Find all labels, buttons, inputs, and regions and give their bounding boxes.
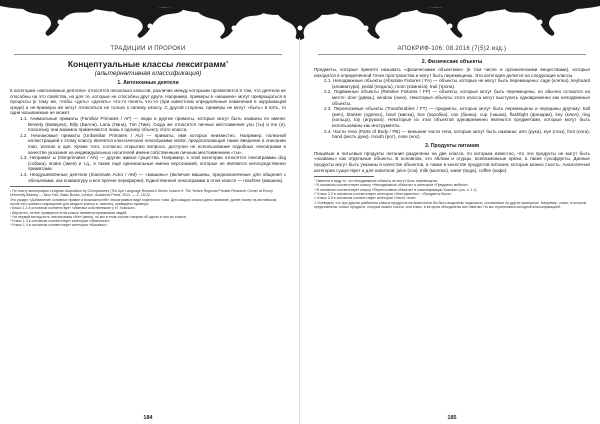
section-paragraph: Пищевые и питьевые продукты питания разделены на две класса, по которым известно, что эти продукты не могут быть «названы» как отдельные объекты. В основном, это яблоки и огурцы, всевозможные орехи, а также сухофрукты. Данные продукты могут быть указаны в качестве объектов, а также в качестве продуктов питания, которые можно съесть. Аналогичная категория существует и для напитков: juice (сок), milk (молоко), water (вода), coffee (кофе). (314, 150, 590, 173)
footnote: ³ Вероятно, не все примеры в этом классе являются примерами людей. (10, 210, 128, 215)
footnote: ⁷ Имеется в виду то, что неподвижные объекты не могут быть перемещены. (314, 179, 439, 184)
section-heading: 1. Автономные деятели (117, 80, 179, 86)
list-item: 2.3. Переносимые объекты (Transferables / FT) — предметы, которые могут быть перемещены и переданы другому: ball (мяч), blanket (одеяло), bowl (миска), box (коробка), can (банка), cup (чашка), flashlight (фонарик), key (ключ), ring (кольцо), toy (игрушка). Некоторые из этих объектов одновременно являются предметами, которые могут быть использованы как инструменты. (324, 106, 590, 128)
list-item: 2.4. Части тела (Parts of Body / PB) — внешние части тела, которые могут быть названы: arm (рука), eye (глаз), foot (нога), hand (кисть руки), mouth (рот), nose (нос). (324, 128, 590, 140)
footnote-separator (10, 186, 70, 187)
page-number: 184 (143, 415, 153, 421)
footnote: ⁶ Класс 1.4 в основном соответствует категории «Машины». (10, 223, 108, 228)
list-item: 1.3. Непримат ы (Nonprimates / AN) — другие живые существа. Например, к этой категории относятся лексиграммы dog (собака), snake (змея) и т.д., в также ещё оригинальные имена персонажей, которые не являются непосредственно приматами. (20, 155, 286, 172)
footnote-ref: 1 (225, 59, 229, 65)
chapter-subtitle: (альтернативная классификация) (94, 70, 202, 77)
list-item: 1.2. Незнакомые приматы (Unfamiliar Primates / AU) — приматы, имя которых неизвестно. Например, полезной иллюстрацией к этому классу является классическая лексиграмма visitor, предполагающая также введение в описании man, woman и ape. Кроме того, согласно открытию вопроса, доступно не использование подобных лексиграмм в качестве указания на индивидуальных носителей имени собственным личным местоимением «ты». (20, 132, 286, 155)
chapter-title (4, 59, 292, 69)
list-item: 1.4. Неодушевлённые деятели (Inanimate Actor / AM) — «машины» (включая машины, предназначенные для общения с обезьянами, как клавиатуру и все прочие периферии). Единственная лексиграмма в этом классе — machine (машина). (20, 171, 286, 183)
footnote: ⁵ Класс 1.3 в основном соответствует категории «Животные». (10, 219, 111, 224)
footnote: ⁴ На первый взгляд есть лексиграмма «Ме» (меня), но мы в этом случае говорим об одном и том же классе. (10, 214, 187, 219)
chapter-title-text: Концептуальные классы лексиграмм (67, 59, 226, 69)
running-head: ТРАДИЦИИ И ПРОРОКИ (14, 46, 282, 55)
footnote: ¹ По тексту монографии Lexigram Acquisition by Chimpanzees (The Ape Language Research Series Volume II: The Yerkes Regional Primate Research Center at Emory University Atlanta) — New York, Basic Books; London, Academic Press, 2014. — C. 18-22. (10, 189, 273, 198)
footnote: ¹² Очевидно, что при другом разбиении класса продуктов питания могли бы быть выделены подклассы, основанные на других принципах. Например, класс, в котором представлены только продукты, которые можно съесть, или класс, в котором объединены все напитки. Но мы ограничимся исходной классификацией. (314, 200, 587, 209)
footnote: ¹⁰ Класс 2.3 в основном соответствует категории «Инструменты», «Предметы быта». (314, 191, 453, 196)
left-page (4, 40, 292, 424)
intro-paragraph: К категории «автономные деятели» относятся несколько классов, различие между которыми проявляется в том, что деятели не способны на это свойства, но для те, которые не способны друг друга. Например, примеры в «машине» могут превращаться в процессы (к тому же, чтобы «дать» «делать» что-то понять что-то (при известном определённые изменения в окружающей среде) а не-примеры же могут относиться не только к своему классу. С другой стороны, примеры не могут «быть» в пять, то одни называемые не может. (10, 88, 286, 116)
footnote-separator (314, 176, 374, 177)
footnote: ⁸ В основном соответствует классу «Неподвижные объекты» и категории «Предметы мебели». (314, 183, 469, 188)
list-item: 1.1. Анимальные приматы (Familiar Primates / AF) — люди и другие приматы, которые могут быть названы по имени: Beverly (Беверли), Billy (Билли), Lana (Лана), Tim (Тим). Сюда же относятся личные местоимения you (ты) и me (я), поскольку они взаимно применяются лишь к одному объекту этого класса. (20, 115, 286, 133)
footnote: ¹¹ Класс 2.4 в основном соответствует категории «Части тела». (314, 196, 417, 201)
section-heading: 2. Физические объекты (421, 59, 483, 65)
footnote: Это раздел «Добавление основных правил и возможностей» лексиграмм в виде отдельного тома. Для каждого класса даны название, далее номер на английском, после чего указано сокращение для каждого класса и, наконец, приведены примеры. (10, 197, 278, 206)
list-item: 2.1. Неподвижные объекты (Absolute Fixtures / FA) — объекты, которые не могут быть перемещены: cage (клетка), keyboard (клавиатура), pedal (педаль), room (комната), trail (тропа). (324, 78, 590, 89)
right-page (308, 40, 596, 424)
page-number: 185 (447, 415, 457, 421)
footnote: ⁹ В основном соответствует классу «Переносимые объекты» в классификации Хомского (см. п. 1.1). (314, 187, 478, 192)
footnote: ² Класс 1.1 в основном соответствует «Именам собственным» у Н. Хомского. (10, 206, 136, 211)
top-ornament-border (0, 0, 600, 40)
list-item: 2.2. Подвижные объекты (Relative Fixtures / FP) — объекты, которые могут быть перемещены, но обычно остаются на месте: door (дверь), window (окно). Некоторые объекты этого класса могут выступать одновременно как неподвижные объекты. (324, 89, 590, 106)
section-intro: Предметы, которые принято называть «физическими объектами» (в том числе и органическими веществами), которые находятся в определённой точке пространства и могут быть перемещены. Эта категория делится на следующие классы. (314, 67, 590, 78)
section-heading: 3. Продукты питания (424, 142, 480, 149)
page-gutter (299, 38, 300, 424)
running-head: АПОКРИФ-106: 08.2016 (7(5)2 изд.) (318, 46, 586, 55)
